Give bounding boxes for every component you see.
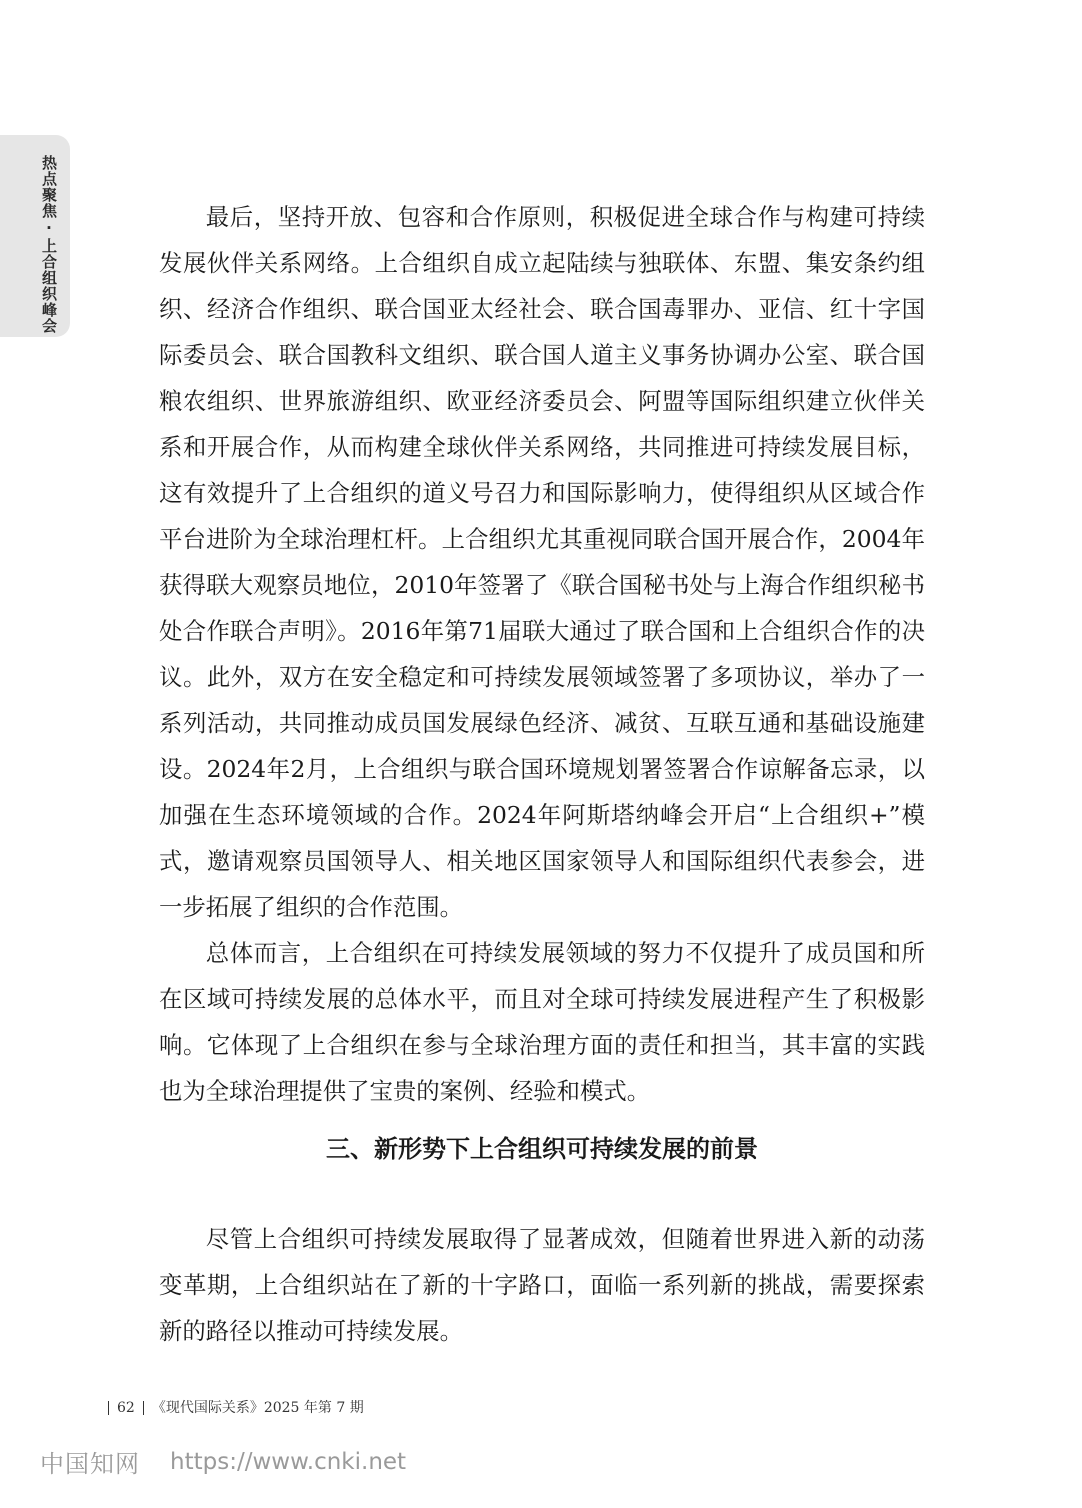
- page-footer: [108, 1398, 364, 1418]
- cnki-url: https://www.cnki.net: [170, 1448, 407, 1475]
- journal-citation: 《现代国际关系》2025 年第 7 期: [151, 1400, 364, 1416]
- divider: [108, 1401, 109, 1415]
- paragraph: 尽管上合组织可持续发展取得了显著成效，但随着世界进入新的动荡变革期，上合组织站在了新的十字路口，面临一系列新的挑战，需要探索新的路径以推动可持续发展。: [159, 1225, 925, 1345]
- divider: [143, 1401, 144, 1415]
- page-number: 62: [117, 1400, 135, 1416]
- side-tab-label: 热点聚焦·上合组织峰会: [40, 155, 58, 334]
- article-body-continued: [159, 1216, 925, 1354]
- paragraph: 最后，坚持开放、包容和合作原则，积极促进全球合作与构建可持续发展伙伴关系网络。上合组织自成立起陆续与独联体、东盟、集安条约组织、经济合作组织、联合国亚太经社会、联合国毒罪办、亚信、红十字国际委员会、联合国教科文组织、联合国人道主义事务协调办公室、联合国粮农组织、世界旅游组织、欧亚经济委员会、阿盟等国际组织建立伙伴关系和开展合作，从而构建全球伙伴关系网络，共同推进可持续发展目标，这有效提升了上合组织的道义号召力和国际影响力，使得组织从区域合作平台进阶为全球治理杠杆。上合组织尤其重视同联合国开展合作，2004年获得联大观察员地位，2010年签署了《联合国秘书处与上海合作组织秘书处合作联合声明》。2016年第71届联大通过了联合国和上合组织合作的决议。此外，双方在安全稳定和可持续发展领域签署了多项协议，举办了一系列活动，共同推动成员国发展绿色经济、减贫、互联互通和基础设施建设。2024年2月，上合组织与联合国环境规划署签署合作谅解备忘录，以加强在生态环境领域的合作。2024年阿斯塔纳峰会开启“上合组织+”模式，邀请观察员国领导人、相关地区国家领导人和国际组织代表参会，进一步拓展了组织的合作范围。: [159, 203, 925, 921]
- paragraph: 总体而言，上合组织在可持续发展领域的努力不仅提升了成员国和所在区域可持续发展的总体水平，而且对全球可持续发展进程产生了积极影响。它体现了上合组织在参与全球治理方面的责任和担当，其丰富的实践也为全球治理提供了宝贵的案例、经验和模式。: [159, 939, 925, 1105]
- article-body: [159, 194, 925, 1114]
- cnki-logo: 中国知网: [40, 1450, 140, 1478]
- section-heading: 三、新形势下上合组织可持续发展的前景: [326, 1135, 758, 1163]
- cnki-watermark: [40, 1444, 406, 1479]
